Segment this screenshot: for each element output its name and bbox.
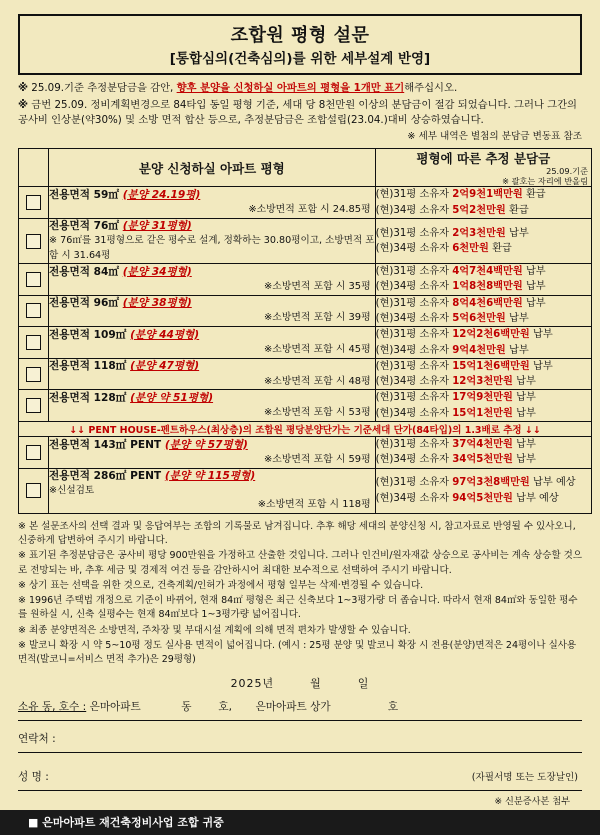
row-left-109: [49, 327, 376, 359]
table-row: [19, 187, 592, 219]
checkbox-76[interactable]: [26, 234, 41, 249]
amount-kind: 납부: [525, 281, 546, 293]
row-left-286: [49, 468, 376, 513]
amount-value: 6천만원: [452, 243, 489, 255]
amount-value: 97억3천8백만원: [452, 477, 530, 489]
date-year: 2025년: [230, 677, 275, 691]
row-left-76: [49, 218, 376, 263]
owner-apt: 은마아파트: [89, 701, 141, 714]
owner-type: (현)31평 소유자: [375, 360, 449, 372]
owner-shop: 은마아파트 상가: [255, 701, 331, 714]
row-sub-143: ※소방면적 포함 시 59평: [264, 453, 371, 465]
table-row: [19, 264, 592, 296]
name-underline: [18, 790, 582, 791]
amount-kind: 납부: [516, 376, 536, 388]
amount-kind: 납부: [516, 439, 536, 451]
owner-label: 소유 동, 호수 :: [18, 701, 87, 714]
row-sub-96: ※소방면적 포함 시 39평: [264, 312, 371, 324]
intro-note-1: [18, 81, 582, 96]
owner-underline: [18, 720, 582, 721]
footer-note-1: ※ 본 설문조사의 선택 결과 및 응답여부는 조합의 기록물로 남겨집니다. 추후 해당 세대의 분양신청 시, 참고자료로 반영될 수 있사오니, 신중하게 답변하여 주시기 바랍니다.: [18, 520, 576, 547]
amount-kind: 납부: [525, 297, 546, 309]
owner-type: (현)34평 소유자: [375, 376, 449, 388]
checkbox-286[interactable]: [26, 483, 41, 498]
row-checkbox-cell-143[interactable]: [19, 437, 49, 469]
intro-2-text: 금번 25.09. 정비계획변경으로 84타입 동일 평형 기준, 세대 당 8천만원 이상의 분담금이 절감 되었습니다. 그러나 그간의 공사비 인상분(약30%) 및 소방 면적 합산 등으로, 추정분담금은 조합설립(23.04.)대비 상승하였습니다.: [18, 98, 577, 126]
owner-type: (현)34평 소유자: [375, 281, 449, 293]
amount-line: [376, 491, 591, 506]
owner-type: (현)34평 소유자: [375, 344, 449, 356]
amount-value: 2억3천만원: [452, 227, 506, 239]
row-right-76: [375, 218, 591, 263]
row-checkbox-cell-76[interactable]: [19, 218, 49, 263]
table-row: [19, 295, 592, 327]
row-pyeong-128: (분양 약 51평형): [130, 391, 214, 404]
owner-type: (현)34평 소유자: [375, 454, 449, 466]
owner-ho2: 호: [387, 701, 399, 714]
checkbox-96[interactable]: [26, 303, 41, 318]
header-right: [375, 148, 591, 187]
row-title-59: [49, 188, 375, 203]
signature-block: [18, 675, 582, 807]
checkbox-109[interactable]: [26, 335, 41, 350]
amount-kind: 환급: [525, 189, 546, 201]
owner-dong: 동: [181, 701, 192, 714]
owner-type: (현)31평 소유자: [375, 477, 449, 489]
amount-kind: 납부 예상: [516, 492, 559, 504]
row-checkbox-cell-118[interactable]: [19, 358, 49, 390]
header-right-note1: 25.09.기준: [546, 165, 588, 176]
footer-bar: [0, 810, 600, 835]
contact-line[interactable]: [18, 731, 582, 746]
amount-kind: 납부: [509, 312, 529, 324]
row-sub-109: ※소방면적 포함 시 45평: [264, 344, 371, 356]
row-title-76: [49, 219, 375, 234]
row-right-118: [375, 358, 591, 390]
amount-line: [376, 390, 591, 405]
intro-right-note: ※ 세부 내역은 별첨의 분담금 변동표 참조: [407, 130, 582, 142]
amount-line: [376, 296, 591, 311]
amount-kind: 납부: [533, 360, 553, 372]
row-sub-84: ※소방면적 포함 시 35평: [264, 280, 371, 292]
amount-value: 15억1천6백만원: [452, 360, 530, 372]
contact-underline: [18, 752, 582, 753]
intro-1-red: 향후 분양을 신청하실 아파트의 평형을 1개만 표기: [176, 82, 405, 94]
owner-line[interactable]: [18, 699, 582, 714]
amount-kind: 납부: [509, 227, 529, 239]
name-label: 성 명 :: [18, 771, 49, 784]
amount-value: 8억4천6백만원: [452, 297, 523, 309]
row-pyeong-118: (분양 47평형): [130, 360, 200, 373]
checkbox-84[interactable]: [26, 272, 41, 287]
amount-line: [376, 452, 591, 467]
row-right-96: [375, 295, 591, 327]
amount-kind: 납부: [509, 344, 529, 356]
table-row: [19, 327, 592, 359]
row-left-59: [49, 187, 376, 219]
row-sub-286: ※소방면적 포함 시 118평: [257, 499, 371, 511]
row-right-109: [375, 327, 591, 359]
owner-type: (현)31평 소유자: [375, 266, 449, 278]
footer-note-5: ※ 최종 분양면적은 소방면적, 주차장 및 부대시설 계획에 의해 면적 편차가 발생할 수 있습니다.: [18, 624, 411, 636]
table-row: [19, 437, 592, 469]
amount-line: [376, 187, 591, 202]
row-pyeong-143: (분양 약 57평형): [164, 438, 248, 451]
footer-note-4: ※ 1996년 주택법 개정으로 기준이 바뀌어, 현재 84㎡ 평형은 최근 신축보다 1~3평가량 더 좁습니다. 따라서 현재 84㎡와 동일한 평수를 원하실 시, 신축 실평수는 현재 84㎡보다 1~3평가량 넓어집니다.: [18, 595, 578, 621]
header-right-note2: ※ 괄호는 자리에 반올림: [502, 175, 588, 186]
row-title-286: [49, 469, 375, 484]
row-right-59: [375, 187, 591, 219]
row-pyeong-84: (분양 34평형): [122, 265, 192, 278]
owner-type: (현)34평 소유자: [375, 407, 449, 419]
owner-type: (현)31평 소유자: [375, 329, 449, 341]
amount-line: [376, 264, 591, 279]
amount-kind: 납부: [533, 329, 553, 341]
row-pyeong-76: (분양 31평형): [122, 219, 192, 232]
row-pyeong-96: (분양 38평형): [122, 297, 192, 310]
checkbox-128[interactable]: [26, 398, 41, 413]
table-row: [19, 358, 592, 390]
intro-1-tail: 해주십시오.: [404, 82, 458, 94]
amount-value: 9억4천만원: [452, 344, 506, 356]
row-title-84: [49, 265, 375, 280]
owner-type: (현)31평 소유자: [375, 227, 449, 239]
amount-line: [376, 311, 591, 326]
footer-note-3: ※ 상기 표는 선택을 위한 것으로, 건축계획/인허가 과정에서 평형 일부는 삭제·변경될 수 있습니다.: [18, 579, 424, 591]
amount-line: [376, 279, 591, 294]
owner-ho: 호,: [218, 701, 232, 714]
row-left-128: [49, 390, 376, 422]
row-right-286: [375, 468, 591, 513]
amount-kind: 납부: [516, 407, 536, 419]
name-line[interactable]: [18, 769, 582, 784]
row-pyeong-109: (분양 44평형): [130, 328, 200, 341]
amount-value: 12억3천만원: [452, 376, 513, 388]
footer-org: ■ 은마아파트 재건축정비사업 조합 귀중: [28, 816, 224, 829]
row-checkbox-cell-59[interactable]: [19, 187, 49, 219]
table-header-row: [19, 148, 592, 187]
owner-type: (현)34평 소유자: [375, 243, 449, 255]
amount-kind: 납부 예상: [533, 477, 576, 489]
signature-hint: (자필서명 또는 도장날인): [471, 772, 578, 784]
amount-line: [376, 241, 591, 256]
row-area-76: 전용면적 76㎡: [49, 219, 123, 232]
owner-type: (현)31평 소유자: [375, 189, 449, 201]
owner-type: (현)31평 소유자: [375, 297, 449, 309]
row-area-84: 전용면적 84㎡: [49, 265, 123, 278]
attach-note: ※ 신분증사본 첨부: [494, 796, 570, 808]
row-area-286: 전용면적 286㎡ PENT: [49, 469, 165, 482]
row-pyeong-59: (분양 24.19평): [122, 188, 201, 201]
amount-kind: 납부: [516, 392, 536, 404]
amount-value: 15억1천만원: [452, 407, 513, 419]
amount-value: 12억2천6백만원: [452, 329, 530, 341]
amount-line: [376, 226, 591, 241]
row-area-128: 전용면적 128㎡: [49, 391, 131, 404]
checkbox-118[interactable]: [26, 367, 41, 382]
row-sub-128: ※소방면적 포함 시 53평: [264, 407, 371, 419]
row-title-128: [49, 391, 375, 406]
amount-value: 4억7천4백만원: [452, 266, 523, 278]
row-left-143: [49, 437, 376, 469]
footer-note-2: ※ 표기된 추정분담금은 공사비 평당 900만원을 가정하고 산출한 것입니다. 그러나 인건비/원자재값 상승으로 공사비는 계속 상승할 것으로 전망되는 바, 추후 세금 및 경제적 여건 등을 감안하시어 최대한 보수적으로 선택하여 주시기 바랍니다.: [18, 550, 582, 576]
intro-notes: [18, 81, 582, 144]
amount-line: [376, 327, 591, 342]
owner-type: (현)31평 소유자: [375, 439, 449, 451]
row-area-143: 전용면적 143㎡ PENT: [49, 438, 165, 451]
row-area-109: 전용면적 109㎡: [49, 328, 131, 341]
header-check: [19, 148, 49, 187]
amount-kind: 납부: [525, 266, 546, 278]
amount-value: 34억5천만원: [452, 454, 513, 466]
asterisk-icon-2: ※: [18, 98, 29, 111]
owner-type: (현)34평 소유자: [375, 204, 449, 216]
table-row: [19, 390, 592, 422]
row-checkbox-cell-109[interactable]: [19, 327, 49, 359]
title-main: 조합원 평형 설문: [230, 25, 370, 46]
owner-type: (현)31평 소유자: [375, 392, 449, 404]
amount-value: 5억6천만원: [452, 312, 506, 324]
table-row: [19, 218, 592, 263]
owner-type: (현)34평 소유자: [375, 492, 449, 504]
row-area-96: 전용면적 96㎡: [49, 297, 123, 310]
amount-value: 1억8천8백만원: [452, 281, 523, 293]
page-title: [18, 14, 582, 75]
row-sub-59: ※소방면적 포함 시 24.85평: [248, 204, 371, 216]
amount-line: [376, 343, 591, 358]
attach-row: [18, 793, 582, 807]
amount-kind: 환급: [492, 243, 512, 255]
table-row: [19, 468, 592, 513]
date-line: [18, 675, 582, 691]
amount-line: [376, 374, 591, 389]
amount-line: [376, 406, 591, 421]
date-month: 월: [310, 677, 322, 691]
row-title-118: [49, 359, 375, 374]
checkbox-143[interactable]: [26, 445, 41, 460]
asterisk-icon: ※: [18, 82, 29, 94]
row-title-109: [49, 328, 375, 343]
row-pyeong-286: (분양 약 115평형): [164, 469, 256, 482]
row-right-143: [375, 437, 591, 469]
penthouse-note-row: [19, 422, 592, 437]
footer-notes: [18, 520, 582, 668]
row-inner-note-76: ※ 76㎡를 31평형으로 같은 평수로 설계, 정확하는 30.80평이고, 소방면적 포함 시 31.64평: [49, 235, 375, 261]
title-sub: [통합심의(건축심의)를 위한 세부설계 반영]: [169, 51, 431, 67]
amount-value: 5억2천만원: [452, 204, 506, 216]
row-sub-118: ※소방면적 포함 시 48평: [264, 375, 371, 387]
amount-kind: 납부: [516, 454, 536, 466]
row-checkbox-cell-84[interactable]: [19, 264, 49, 296]
row-checkbox-cell-96[interactable]: [19, 295, 49, 327]
row-title-143: [49, 438, 375, 453]
amount-value: 94억5천만원: [452, 492, 513, 504]
amount-value: 17억9천만원: [452, 392, 513, 404]
row-left-96: [49, 295, 376, 327]
footer-note-6: ※ 발코니 확장 시 약 5~10평 정도 실사용 면적이 넓어집니다. (예시 : 25평 분양 및 발코니 확장 시 전용(분양)면적은 24평이나 실사용 면적(발코니=서비스 면적 추가)은 29평형): [18, 639, 577, 666]
contact-label: 연락처 :: [18, 733, 56, 746]
owner-type: (현)34평 소유자: [375, 312, 449, 324]
date-day: 일: [357, 677, 370, 691]
row-extra-286: ※신설검토: [49, 485, 95, 497]
row-right-84: [375, 264, 591, 296]
row-area-59: 전용면적 59㎡: [49, 188, 123, 201]
row-right-128: [375, 390, 591, 422]
checkbox-59[interactable]: [26, 195, 41, 210]
row-checkbox-cell-286[interactable]: [19, 468, 49, 513]
intro-note-2: [18, 98, 582, 128]
intro-1-plain: 25.09.기준 추정분담금을 감안,: [31, 82, 177, 94]
penthouse-note: ↓↓ PENT HOUSE-펜트하우스(최상층)의 조합원 평당분양단가는 기준세대 단가(84타입)의 1.3배로 추정 ↓↓: [19, 422, 592, 437]
row-checkbox-cell-128[interactable]: [19, 390, 49, 422]
header-right-label: 평형에 따른 추정 분담금: [416, 150, 551, 166]
amount-line: [376, 203, 591, 218]
row-title-96: [49, 296, 375, 311]
amount-line: [376, 437, 591, 452]
amount-value: 37억4천만원: [452, 439, 513, 451]
pyeong-selection-table: [18, 148, 592, 514]
amount-kind: 환급: [509, 204, 529, 216]
amount-line: [376, 475, 591, 490]
row-left-84: [49, 264, 376, 296]
header-left: 분양 신청하실 아파트 평형: [49, 148, 376, 187]
amount-line: [376, 359, 591, 374]
row-area-118: 전용면적 118㎡: [49, 360, 131, 373]
amount-value: 2억9천1백만원: [452, 189, 523, 201]
row-left-118: [49, 358, 376, 390]
